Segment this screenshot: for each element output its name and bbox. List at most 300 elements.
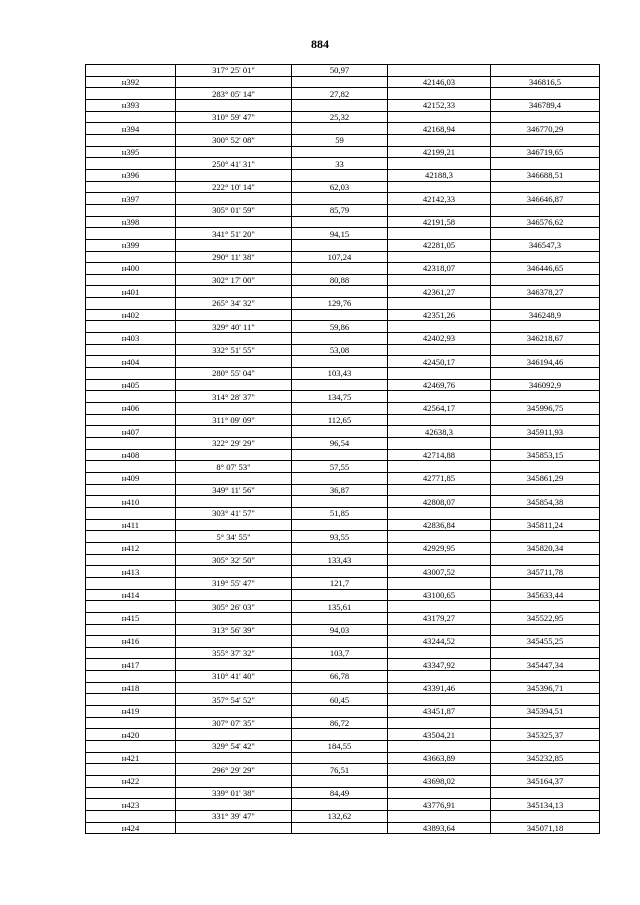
- distance-cell: 66,78: [292, 671, 388, 683]
- y-coordinate-cell: 345394,51: [491, 706, 600, 718]
- angle-cell: 305° 32' 50": [176, 554, 292, 566]
- table-row: [86, 239, 600, 251]
- distance-cell: 62,03: [292, 181, 388, 193]
- distance-cell: [292, 193, 388, 205]
- y-coordinate-cell: [491, 111, 600, 123]
- distance-cell: 60,45: [292, 694, 388, 706]
- y-coordinate-cell: [491, 368, 600, 380]
- table-row: [86, 659, 600, 671]
- point-cell: [86, 134, 176, 146]
- table-row: [86, 99, 600, 111]
- point-cell: н412: [86, 542, 176, 554]
- point-cell: н423: [86, 799, 176, 811]
- distance-cell: [292, 542, 388, 554]
- distance-cell: [292, 426, 388, 438]
- angle-cell: [176, 589, 292, 601]
- y-coordinate-cell: [491, 601, 600, 613]
- distance-cell: [292, 169, 388, 181]
- x-coordinate-cell: 43504,21: [388, 729, 491, 741]
- distance-cell: 59,86: [292, 321, 388, 333]
- x-coordinate-cell: [388, 787, 491, 799]
- table-row: [86, 764, 600, 776]
- table-row: [86, 507, 600, 519]
- table-row: [86, 438, 600, 450]
- angle-cell: 329° 54' 42": [176, 741, 292, 753]
- distance-cell: 103,43: [292, 368, 388, 380]
- angle-cell: [176, 169, 292, 181]
- distance-cell: 59: [292, 134, 388, 146]
- y-coordinate-cell: [491, 671, 600, 683]
- distance-cell: 27,82: [292, 88, 388, 100]
- y-coordinate-cell: [491, 764, 600, 776]
- y-coordinate-cell: 346576,62: [491, 216, 600, 228]
- distance-cell: [292, 636, 388, 648]
- x-coordinate-cell: 42808,07: [388, 496, 491, 508]
- distance-cell: [292, 333, 388, 345]
- x-coordinate-cell: 43893,64: [388, 822, 491, 834]
- y-coordinate-cell: [491, 624, 600, 636]
- point-cell: н407: [86, 426, 176, 438]
- point-cell: [86, 204, 176, 216]
- y-coordinate-cell: 345820,34: [491, 542, 600, 554]
- y-coordinate-cell: 345633,44: [491, 589, 600, 601]
- table-row: [86, 263, 600, 275]
- angle-cell: [176, 472, 292, 484]
- y-coordinate-cell: 345811,24: [491, 519, 600, 531]
- point-cell: [86, 438, 176, 450]
- distance-cell: [292, 472, 388, 484]
- x-coordinate-cell: 42929,95: [388, 542, 491, 554]
- table-row: [86, 379, 600, 391]
- x-coordinate-cell: 43244,52: [388, 636, 491, 648]
- point-cell: н417: [86, 659, 176, 671]
- y-coordinate-cell: 346646,87: [491, 193, 600, 205]
- angle-cell: 222° 10' 14": [176, 181, 292, 193]
- y-coordinate-cell: [491, 741, 600, 753]
- point-cell: н404: [86, 356, 176, 368]
- y-coordinate-cell: [491, 554, 600, 566]
- angle-cell: 305° 01' 59": [176, 204, 292, 216]
- y-coordinate-cell: [491, 321, 600, 333]
- x-coordinate-cell: 42191,58: [388, 216, 491, 228]
- table-row: [86, 169, 600, 181]
- point-cell: [86, 764, 176, 776]
- y-coordinate-cell: [491, 414, 600, 426]
- angle-cell: [176, 239, 292, 251]
- table-row: [86, 286, 600, 298]
- point-cell: н416: [86, 636, 176, 648]
- table-row: [86, 682, 600, 694]
- table-row: [86, 717, 600, 729]
- angle-cell: 290° 11' 38": [176, 251, 292, 263]
- table-row: [86, 706, 600, 718]
- table-row: [86, 694, 600, 706]
- table-row: [86, 274, 600, 286]
- angle-cell: [176, 123, 292, 135]
- x-coordinate-cell: [388, 694, 491, 706]
- x-coordinate-cell: [388, 764, 491, 776]
- angle-cell: 341° 51' 20": [176, 228, 292, 240]
- distance-cell: 76,51: [292, 764, 388, 776]
- distance-cell: [292, 566, 388, 578]
- x-coordinate-cell: 42564,17: [388, 403, 491, 415]
- point-cell: н420: [86, 729, 176, 741]
- x-coordinate-cell: 42281,05: [388, 239, 491, 251]
- x-coordinate-cell: 42638,3: [388, 426, 491, 438]
- angle-cell: [176, 403, 292, 415]
- x-coordinate-cell: [388, 344, 491, 356]
- y-coordinate-cell: 345861,29: [491, 472, 600, 484]
- x-coordinate-cell: [388, 368, 491, 380]
- point-cell: [86, 368, 176, 380]
- x-coordinate-cell: 42142,33: [388, 193, 491, 205]
- angle-cell: 283° 05' 14": [176, 88, 292, 100]
- table-row: [86, 426, 600, 438]
- point-cell: [86, 321, 176, 333]
- point-cell: н422: [86, 776, 176, 788]
- x-coordinate-cell: 42771,85: [388, 472, 491, 484]
- x-coordinate-cell: 42450,17: [388, 356, 491, 368]
- point-cell: н413: [86, 566, 176, 578]
- angle-cell: 329° 40' 11": [176, 321, 292, 333]
- distance-cell: [292, 309, 388, 321]
- y-coordinate-cell: [491, 531, 600, 543]
- table-row: [86, 88, 600, 100]
- table-row: [86, 601, 600, 613]
- x-coordinate-cell: 43347,92: [388, 659, 491, 671]
- angle-cell: 349° 11' 56": [176, 484, 292, 496]
- x-coordinate-cell: 43451,87: [388, 706, 491, 718]
- point-cell: н392: [86, 76, 176, 88]
- angle-cell: 250° 41' 31": [176, 158, 292, 170]
- point-cell: [86, 717, 176, 729]
- y-coordinate-cell: [491, 251, 600, 263]
- x-coordinate-cell: [388, 274, 491, 286]
- point-cell: [86, 88, 176, 100]
- distance-cell: 107,24: [292, 251, 388, 263]
- y-coordinate-cell: [491, 298, 600, 310]
- y-coordinate-cell: 346719,65: [491, 146, 600, 158]
- distance-cell: 94,15: [292, 228, 388, 240]
- distance-cell: [292, 76, 388, 88]
- y-coordinate-cell: 345232,85: [491, 752, 600, 764]
- x-coordinate-cell: [388, 391, 491, 403]
- y-coordinate-cell: [491, 647, 600, 659]
- distance-cell: [292, 729, 388, 741]
- distance-cell: [292, 286, 388, 298]
- table-row: [86, 123, 600, 135]
- point-cell: [86, 228, 176, 240]
- y-coordinate-cell: [491, 717, 600, 729]
- distance-cell: 135,61: [292, 601, 388, 613]
- y-coordinate-cell: [491, 204, 600, 216]
- point-cell: н418: [86, 682, 176, 694]
- angle-cell: 280° 55' 04": [176, 368, 292, 380]
- distance-cell: [292, 403, 388, 415]
- y-coordinate-cell: [491, 344, 600, 356]
- x-coordinate-cell: [388, 321, 491, 333]
- angle-cell: [176, 193, 292, 205]
- x-coordinate-cell: [388, 554, 491, 566]
- angle-cell: [176, 752, 292, 764]
- y-coordinate-cell: 346446,65: [491, 263, 600, 275]
- distance-cell: [292, 659, 388, 671]
- table-row: [86, 65, 600, 77]
- table-row: [86, 496, 600, 508]
- table-row: [86, 368, 600, 380]
- y-coordinate-cell: [491, 438, 600, 450]
- y-coordinate-cell: 346378,27: [491, 286, 600, 298]
- x-coordinate-cell: [388, 717, 491, 729]
- angle-cell: 314° 28' 37": [176, 391, 292, 403]
- x-coordinate-cell: [388, 741, 491, 753]
- point-cell: [86, 298, 176, 310]
- distance-cell: [292, 776, 388, 788]
- angle-cell: 319° 55' 47": [176, 577, 292, 589]
- y-coordinate-cell: [491, 577, 600, 589]
- distance-cell: 121,7: [292, 577, 388, 589]
- point-cell: н398: [86, 216, 176, 228]
- coordinates-table: [85, 64, 600, 834]
- distance-cell: 134,75: [292, 391, 388, 403]
- distance-cell: 57,55: [292, 461, 388, 473]
- angle-cell: 310° 59' 47": [176, 111, 292, 123]
- y-coordinate-cell: [491, 787, 600, 799]
- angle-cell: 310° 41' 40": [176, 671, 292, 683]
- table-row: [86, 554, 600, 566]
- table-row: [86, 344, 600, 356]
- y-coordinate-cell: 346816,5: [491, 76, 600, 88]
- distance-cell: [292, 612, 388, 624]
- table-row: [86, 787, 600, 799]
- distance-cell: 36,87: [292, 484, 388, 496]
- y-coordinate-cell: 345854,38: [491, 496, 600, 508]
- table-row: [86, 566, 600, 578]
- distance-cell: [292, 146, 388, 158]
- x-coordinate-cell: [388, 88, 491, 100]
- x-coordinate-cell: [388, 601, 491, 613]
- y-coordinate-cell: [491, 228, 600, 240]
- y-coordinate-cell: 346218,67: [491, 333, 600, 345]
- y-coordinate-cell: 346547,3: [491, 239, 600, 251]
- point-cell: н424: [86, 822, 176, 834]
- angle-cell: [176, 706, 292, 718]
- angle-cell: [176, 76, 292, 88]
- y-coordinate-cell: 345071,18: [491, 822, 600, 834]
- point-cell: н394: [86, 123, 176, 135]
- distance-cell: 25,32: [292, 111, 388, 123]
- table-row: [86, 752, 600, 764]
- point-cell: н397: [86, 193, 176, 205]
- y-coordinate-cell: [491, 134, 600, 146]
- angle-cell: [176, 379, 292, 391]
- x-coordinate-cell: 42351,26: [388, 309, 491, 321]
- x-coordinate-cell: [388, 134, 491, 146]
- distance-cell: [292, 379, 388, 391]
- distance-cell: [292, 239, 388, 251]
- point-cell: [86, 391, 176, 403]
- y-coordinate-cell: [491, 507, 600, 519]
- angle-cell: [176, 659, 292, 671]
- y-coordinate-cell: [491, 461, 600, 473]
- angle-cell: 331° 39' 47": [176, 811, 292, 823]
- point-cell: [86, 65, 176, 77]
- point-cell: н408: [86, 449, 176, 461]
- point-cell: н401: [86, 286, 176, 298]
- point-cell: н399: [86, 239, 176, 251]
- point-cell: [86, 461, 176, 473]
- angle-cell: 303° 41' 57": [176, 507, 292, 519]
- angle-cell: 305° 26' 03": [176, 601, 292, 613]
- distance-cell: 132,62: [292, 811, 388, 823]
- table-row: [86, 414, 600, 426]
- angle-cell: [176, 309, 292, 321]
- y-coordinate-cell: 346248,9: [491, 309, 600, 321]
- point-cell: [86, 694, 176, 706]
- x-coordinate-cell: 43663,89: [388, 752, 491, 764]
- angle-cell: [176, 146, 292, 158]
- distance-cell: 33: [292, 158, 388, 170]
- angle-cell: [176, 566, 292, 578]
- y-coordinate-cell: [491, 88, 600, 100]
- table-row: [86, 321, 600, 333]
- table-row: [86, 181, 600, 193]
- point-cell: [86, 671, 176, 683]
- point-cell: н403: [86, 333, 176, 345]
- angle-cell: [176, 356, 292, 368]
- x-coordinate-cell: 43100,65: [388, 589, 491, 601]
- point-cell: [86, 158, 176, 170]
- point-cell: [86, 554, 176, 566]
- y-coordinate-cell: [491, 274, 600, 286]
- distance-cell: 93,55: [292, 531, 388, 543]
- page-number: 884: [311, 37, 329, 51]
- table-row: [86, 799, 600, 811]
- angle-cell: 300° 52' 08": [176, 134, 292, 146]
- y-coordinate-cell: [491, 694, 600, 706]
- y-coordinate-cell: 346789,4: [491, 99, 600, 111]
- table-row: [86, 158, 600, 170]
- angle-cell: [176, 542, 292, 554]
- table-row: [86, 216, 600, 228]
- angle-cell: 332° 51' 55": [176, 344, 292, 356]
- x-coordinate-cell: [388, 228, 491, 240]
- angle-cell: [176, 426, 292, 438]
- table-row: [86, 309, 600, 321]
- table-row: [86, 542, 600, 554]
- angle-cell: 339° 01' 38": [176, 787, 292, 799]
- point-cell: н402: [86, 309, 176, 321]
- angle-cell: 307° 07' 35": [176, 717, 292, 729]
- table-row: [86, 449, 600, 461]
- angle-cell: [176, 496, 292, 508]
- y-coordinate-cell: 346194,46: [491, 356, 600, 368]
- distance-cell: [292, 706, 388, 718]
- y-coordinate-cell: 345455,25: [491, 636, 600, 648]
- y-coordinate-cell: 345996,75: [491, 403, 600, 415]
- distance-cell: 96,54: [292, 438, 388, 450]
- angle-cell: 8° 07' 53": [176, 461, 292, 473]
- x-coordinate-cell: [388, 531, 491, 543]
- y-coordinate-cell: [491, 811, 600, 823]
- angle-cell: 313° 56' 39": [176, 624, 292, 636]
- table-row: [86, 333, 600, 345]
- x-coordinate-cell: [388, 671, 491, 683]
- table-row: [86, 531, 600, 543]
- y-coordinate-cell: 346770,29: [491, 123, 600, 135]
- table-row: [86, 589, 600, 601]
- angle-cell: 265° 34' 32": [176, 298, 292, 310]
- point-cell: н410: [86, 496, 176, 508]
- table-row: [86, 519, 600, 531]
- point-cell: [86, 787, 176, 799]
- table-row: [86, 729, 600, 741]
- x-coordinate-cell: 43776,91: [388, 799, 491, 811]
- point-cell: [86, 344, 176, 356]
- angle-cell: 311° 09' 09": [176, 414, 292, 426]
- angle-cell: [176, 822, 292, 834]
- distance-cell: [292, 356, 388, 368]
- angle-cell: 317° 25' 01": [176, 65, 292, 77]
- distance-cell: [292, 263, 388, 275]
- y-coordinate-cell: 345396,71: [491, 682, 600, 694]
- distance-cell: 133,43: [292, 554, 388, 566]
- y-coordinate-cell: 346688,51: [491, 169, 600, 181]
- y-coordinate-cell: [491, 181, 600, 193]
- y-coordinate-cell: [491, 391, 600, 403]
- y-coordinate-cell: [491, 65, 600, 77]
- distance-cell: 51,85: [292, 507, 388, 519]
- point-cell: [86, 414, 176, 426]
- angle-cell: 322° 29' 29": [176, 438, 292, 450]
- table-row: [86, 577, 600, 589]
- distance-cell: [292, 449, 388, 461]
- angle-cell: [176, 519, 292, 531]
- distance-cell: [292, 822, 388, 834]
- x-coordinate-cell: [388, 65, 491, 77]
- table-row: [86, 391, 600, 403]
- point-cell: [86, 811, 176, 823]
- point-cell: н395: [86, 146, 176, 158]
- point-cell: н393: [86, 99, 176, 111]
- y-coordinate-cell: 345164,37: [491, 776, 600, 788]
- x-coordinate-cell: 42318,07: [388, 263, 491, 275]
- table-row: [86, 356, 600, 368]
- x-coordinate-cell: 43179,27: [388, 612, 491, 624]
- distance-cell: 112,65: [292, 414, 388, 426]
- x-coordinate-cell: 43007,52: [388, 566, 491, 578]
- point-cell: н411: [86, 519, 176, 531]
- y-coordinate-cell: 345853,15: [491, 449, 600, 461]
- table-row: [86, 134, 600, 146]
- point-cell: [86, 251, 176, 263]
- point-cell: н409: [86, 472, 176, 484]
- y-coordinate-cell: 345522,95: [491, 612, 600, 624]
- point-cell: н405: [86, 379, 176, 391]
- table-row: [86, 146, 600, 158]
- x-coordinate-cell: 42469,76: [388, 379, 491, 391]
- angle-cell: [176, 776, 292, 788]
- angle-cell: [176, 216, 292, 228]
- table-row: [86, 228, 600, 240]
- point-cell: [86, 624, 176, 636]
- x-coordinate-cell: [388, 181, 491, 193]
- table-row: [86, 298, 600, 310]
- table-row: [86, 204, 600, 216]
- distance-cell: [292, 123, 388, 135]
- angle-cell: [176, 799, 292, 811]
- coordinates-table-body: [86, 65, 600, 834]
